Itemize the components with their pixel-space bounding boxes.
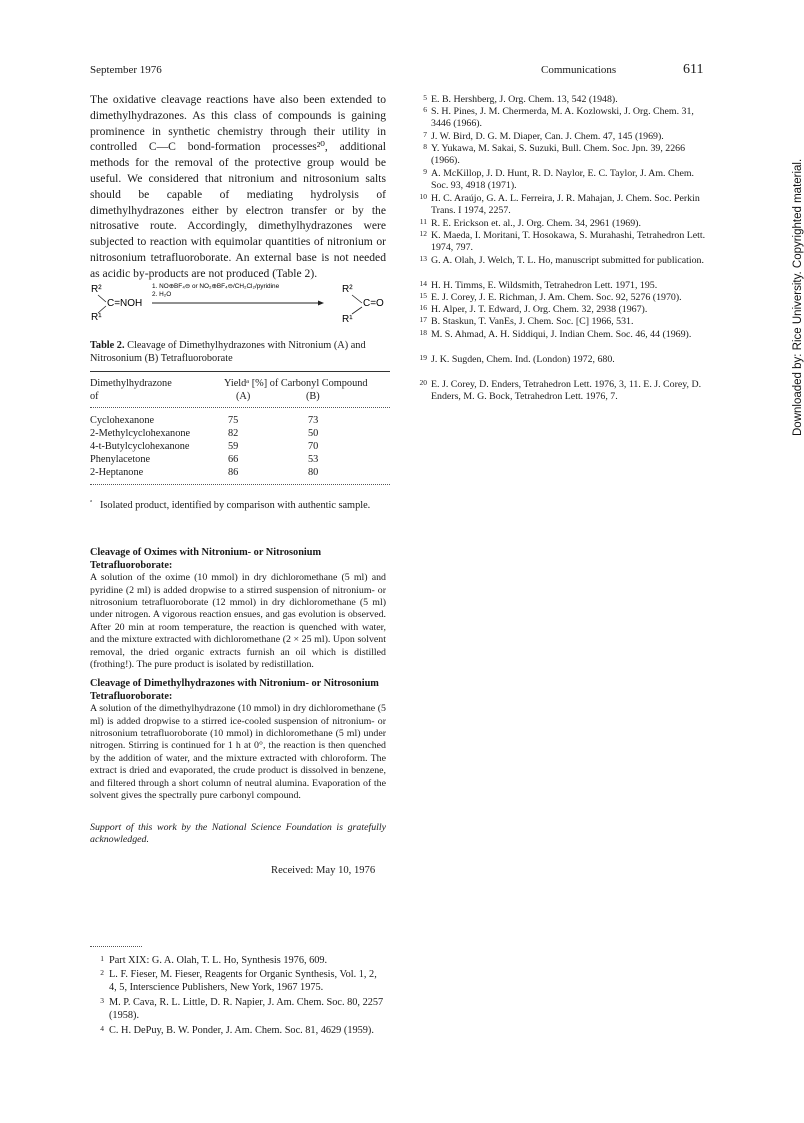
footnote-number: 2 bbox=[100, 968, 104, 977]
reference-text: S. H. Pines, J. M. Chermerda, M. A. Kozlowski, J. Org. Chem. 31, 3446 (1966). bbox=[431, 106, 694, 130]
table-col-a: (A) bbox=[236, 391, 251, 402]
procedure-hydrazones-heading: Cleavage of Dimethylhydrazones with Nitronium- or Nitrosonium Tetrafluoroborate: bbox=[90, 678, 379, 702]
table-cell-b: 53 bbox=[308, 454, 319, 465]
reference-number: 13 bbox=[419, 254, 427, 263]
table-bottom-rule bbox=[90, 484, 390, 485]
reference-text: A. McKillop, J. D. Hunt, R. D. Naylor, E. C. Taylor, J. Am. Chem. Soc. 93, 4918 (1971). bbox=[431, 168, 695, 192]
table-cell-compound: 4-t-Butylcyclohexanone bbox=[90, 441, 190, 452]
reference-number: 16 bbox=[419, 303, 427, 312]
reference-number: 9 bbox=[423, 167, 427, 176]
reference-text: H. C. Araújo, G. A. L. Ferreira, J. R. Mahajan, J. Chem. Soc. Perkin Trans. I 1974, 2257. bbox=[431, 193, 700, 217]
table-col2-header: Yieldᵃ [%] of Carbonyl Compound bbox=[224, 378, 368, 389]
reference-text: H. H. Timms, E. Wildsmith, Tetrahedron Lett. 1971, 195. bbox=[431, 280, 658, 291]
reference-text: R. E. Erickson et. al., J. Org. Chem. 34, 2961 (1969). bbox=[431, 218, 641, 229]
table-cell-compound: 2-Methylcyclohexanone bbox=[90, 428, 191, 439]
table-footnote-text: Isolated product, identified by comparison with authentic sample. bbox=[100, 500, 371, 511]
footnote-number: 4 bbox=[100, 1024, 104, 1033]
procedure-oximes-text: A solution of the oxime (10 mmol) in dry dichloromethane (5 ml) and pyridine (2 ml) is added dropwise to a stirred suspension of nitronium- or nitrosonium tetrafluoroborate (12 mmol) in dry dichloromethane (5 ml) under nitrogen. A vigorous reaction ensues, and gas evolution is observed. After 20 min at room temperature, the reaction is quenched with water, and the mixture extracted with dichloromethane (2 × 25 ml). Upon solvent removal, the dried organic extracts furnish an oil which is distilled (frothing!). The pure product is isolated by redistillation. bbox=[90, 572, 386, 671]
footnote-rule bbox=[90, 946, 142, 947]
procedure-hydrazones-text: A solution of the dimethylhydrazone (10 mmol) in dry dichloromethane (5 ml) is added dropwise to a stirred ice-cooled suspension of nitronium- or nitrosonium tetrafluoroborate (10 mmol) in dichloromethane (5 ml) under nitrogen. Stirring is continued for 1 h at 0°, the reaction is then quenched by the addition of water, and the mixture extracted with chloroform. The extract is dried and evaporated, the crude product is dissolved in benzene, and filtered through a short column of neutral alumina. Evaporation of the solvent gives the spectrally pure carbonyl compound. bbox=[90, 703, 386, 802]
footnote-text: Part XIX: G. A. Olah, T. L. Ho, Synthesis 1976, 609. bbox=[109, 955, 328, 966]
reference-number: 5 bbox=[423, 93, 427, 102]
table-cell-b: 80 bbox=[308, 467, 319, 478]
reference-text: J. W. Bird, D. G. M. Diaper, Can. J. Chem. 47, 145 (1969). bbox=[431, 131, 664, 142]
header-date: September 1976 bbox=[90, 64, 162, 76]
reactant-group: C=NOH bbox=[107, 298, 143, 309]
table-cell-a: 59 bbox=[228, 441, 239, 452]
table-col1-header-line2: of bbox=[90, 391, 99, 402]
header-section: Communications bbox=[541, 64, 617, 76]
table-cell-b: 70 bbox=[308, 441, 319, 452]
reference-text: J. K. Sugden, Chem. Ind. (London) 1972, 680. bbox=[431, 354, 615, 365]
page-number: 611 bbox=[683, 62, 704, 77]
received-date: Received: May 10, 1976 bbox=[271, 865, 376, 876]
reference-text: B. Staskun, T. VanEs, J. Chem. Soc. [C] 1966, 531. bbox=[431, 316, 634, 327]
reference-number: 7 bbox=[423, 130, 427, 139]
reaction-scheme bbox=[88, 280, 388, 326]
table-caption-text: Cleavage of Dimethylhydrazones with Nitronium (A) and Nitrosonium (B) Tetrafluoroborate bbox=[90, 340, 366, 364]
procedure-hydrazones bbox=[90, 678, 386, 802]
product-group: C=O bbox=[363, 298, 384, 309]
table-cell-compound: Phenylacetone bbox=[90, 454, 151, 465]
reactant-r2: R² bbox=[91, 284, 102, 295]
reference-number: 15 bbox=[419, 291, 427, 300]
procedure-oximes bbox=[90, 547, 386, 671]
reference-text: K. Maeda, I. Moritani, T. Hosokawa, S. Murahashi, Tetrahedron Lett. 1974, 797. bbox=[431, 230, 706, 254]
reference-text: G. A. Olah, J. Welch, T. L. Ho, manuscript submitted for publication. bbox=[431, 255, 704, 266]
reference-number: 8 bbox=[423, 142, 427, 151]
reference-number: 20 bbox=[419, 378, 427, 387]
reference-text: Y. Yukawa, M. Sakai, S. Suzuki, Bull. Chem. Soc. Jpn. 39, 2266 (1966). bbox=[431, 143, 686, 167]
product-r2: R² bbox=[342, 284, 353, 295]
reference-number: 6 bbox=[423, 105, 427, 114]
table-top-rule bbox=[90, 371, 390, 372]
table-cell-a: 82 bbox=[228, 428, 239, 439]
reference-text: H. Alper, J. T. Edward, J. Org. Chem. 32, 2938 (1967). bbox=[431, 304, 648, 315]
reference-number: 17 bbox=[419, 315, 427, 324]
reference-number: 12 bbox=[419, 229, 427, 238]
table-footnote-marker: ᵃ bbox=[90, 497, 93, 506]
reference-number: 10 bbox=[419, 192, 427, 201]
reference-text: E. J. Corey, J. E. Richman, J. Am. Chem. Soc. 92, 5276 (1970). bbox=[431, 292, 682, 303]
reactant-r1: R¹ bbox=[91, 312, 102, 323]
reference-number: 18 bbox=[419, 328, 427, 337]
footnote-text: L. F. Fieser, M. Fieser, Reagents for Organic Synthesis, Vol. 1, 2, 4, 5, Interscience Publishers, New York, 1967 1975. bbox=[109, 969, 377, 993]
procedure-oximes-heading: Cleavage of Oximes with Nitronium- or Nitrosonium Tetrafluoroborate: bbox=[90, 547, 322, 571]
intro-paragraph: The oxidative cleavage reactions have also been extended to dimethylhydrazones. As this class of compounds is gaining prominence in synthetic chemistry through their utility in controlled C—C bond-formation processes²⁰, additional methods for the removal of the protective group would be useful. We considered that nitronium and nitrosonium salts should be capable of mediating hydrolysis of dimethylhydrazones either by electron transfer or by the nitrosative route. Accordingly, dimethylhydrazones were subjected to reaction with equimolar quantities of nitronium or nitrosonium tetrafluoroborate. An external base is not needed as acidic by-products are not produced (Table 2). bbox=[90, 93, 386, 280]
reagent-line1: 1. NO⊕BF₄⊖ or NO₂⊕BF₄⊖/CH₂Cl₂/pyridine bbox=[152, 283, 280, 290]
reference-text: E. J. Corey, D. Enders, Tetrahedron Lett. 1976, 3, 11. E. J. Corey, D. Enders, M. G. Bock, Tetrahedron Lett. 1976, 7. bbox=[431, 379, 702, 403]
reagent-line2: 2. H₂O bbox=[152, 291, 172, 298]
table-col1-header-line1: Dimethylhydrazone bbox=[90, 378, 172, 389]
reference-number: 14 bbox=[419, 279, 427, 288]
table-header-rule bbox=[90, 407, 390, 408]
table-cell-compound: 2-Heptanone bbox=[90, 467, 144, 478]
table-col-b: (B) bbox=[306, 391, 320, 402]
table-caption bbox=[90, 339, 386, 365]
table-cell-a: 66 bbox=[228, 454, 239, 465]
reference-text: M. S. Ahmad, A. H. Siddiqui, J. Indian Chem. Soc. 46, 44 (1969). bbox=[431, 329, 692, 340]
table-cell-b: 50 bbox=[308, 428, 319, 439]
reference-number: 19 bbox=[419, 353, 427, 362]
table-cell-a: 86 bbox=[228, 467, 239, 478]
footnote-text: M. P. Cava, R. L. Little, D. R. Napier, J. Am. Chem. Soc. 80, 2257 (1958). bbox=[109, 997, 384, 1021]
reference-text: E. B. Hershberg, J. Org. Chem. 13, 542 (1948). bbox=[431, 94, 618, 105]
download-watermark: Downloaded by: Rice University. Copyrighted material. bbox=[792, 158, 804, 436]
table-cell-a: 75 bbox=[228, 415, 239, 426]
reference-number: 11 bbox=[419, 217, 427, 226]
footnote-number: 3 bbox=[100, 996, 104, 1005]
table-caption-label: Table 2. bbox=[90, 340, 125, 351]
footnote-text: C. H. DePuy, B. W. Ponder, J. Am. Chem. Soc. 81, 4629 (1959). bbox=[109, 1025, 374, 1036]
footnote-number: 1 bbox=[100, 954, 104, 963]
table-cell-compound: Cyclohexanone bbox=[90, 415, 155, 426]
table-cell-b: 73 bbox=[308, 415, 319, 426]
product-r1: R¹ bbox=[342, 314, 353, 325]
acknowledgement: Support of this work by the National Science Foundation is gratefully acknowledged. bbox=[90, 822, 386, 846]
